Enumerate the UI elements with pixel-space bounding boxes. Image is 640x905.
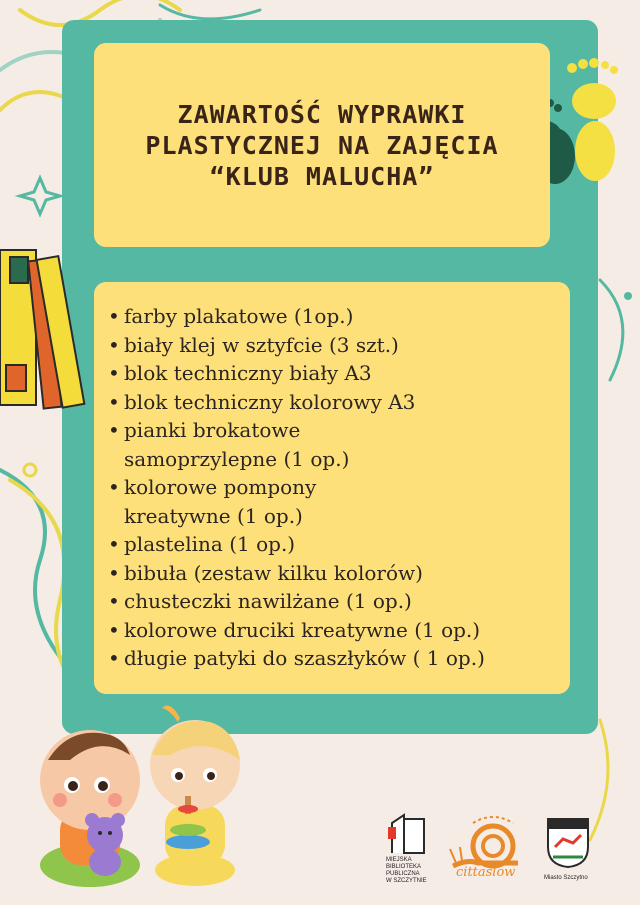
cittaslow-logo-text: cittaslow <box>456 865 516 880</box>
title-line: PLASTYCZNEJ NA ZAJĘCIA <box>145 130 499 160</box>
books-icon <box>0 245 90 410</box>
list-item: • farby plakatowe (1op.) <box>108 304 354 328</box>
title-box <box>94 43 550 247</box>
library-text-line: W SZCZYTNIE <box>386 878 427 884</box>
list-item: • kolorowe druciki kreatywne (1 op.) <box>108 617 481 642</box>
item-text: długie patyki do szaszłyków ( 1 op.) <box>124 646 485 670</box>
supplies-list <box>94 282 570 673</box>
list-item: • bibuła (zestaw kilku kolorów) <box>108 560 423 585</box>
item-text: farby plakatowe (1op.) <box>124 304 354 328</box>
list-item: • chusteczki nawilżane (1 op.) <box>108 589 412 613</box>
list-item: • kolorowe pompony kreatywne (1 op.) <box>108 475 317 528</box>
sparkle-icon <box>20 178 60 214</box>
item-text: biały klej w sztyfcie (3 szt.) <box>124 332 399 357</box>
library-text-line: PUBLICZNA <box>386 871 420 877</box>
item-text: blok techniczny kolorowy A3 <box>124 389 416 414</box>
item-text: bibuła (zestaw kilku kolorów) <box>124 560 423 585</box>
partner-logos <box>370 805 610 895</box>
library-text-line: MIEJSKA <box>386 857 412 863</box>
list-item: • plastelina (1 op.) <box>108 532 296 556</box>
item-text: pianki brokatowe samoprzylepne (1 op.) <box>124 418 350 471</box>
list-item: • blok techniczny biały A3 <box>108 361 372 385</box>
item-text: kolorowe pompony kreatywne (1 op.) <box>124 475 317 528</box>
library-logo-text <box>386 857 427 885</box>
library-text-line: BIBLIOTEKA <box>386 864 422 870</box>
supplies-box <box>94 282 570 694</box>
list-item: • pianki brokatowe samoprzylepne (1 op.) <box>108 418 350 471</box>
city-logo-text: Miasto Szczytno <box>544 875 588 881</box>
item-text: kolorowe druciki kreatywne (1 op.) <box>124 617 481 642</box>
city-crest-icon <box>545 813 591 869</box>
squiggle-line <box>0 92 70 110</box>
children-illustration <box>30 700 260 890</box>
cittaslow-snail-icon <box>448 811 528 871</box>
title-line: ZAWARTOŚĆ WYPRAWKI <box>177 99 467 129</box>
page-title <box>145 99 498 192</box>
ring-icon <box>24 464 36 476</box>
list-item: • blok techniczny kolorowy A3 <box>108 389 416 414</box>
dot-icon <box>624 292 632 300</box>
squiggle-line <box>600 280 623 380</box>
item-text: blok techniczny biały A3 <box>124 361 372 385</box>
list-item: • biały klej w sztyfcie (3 szt.) <box>108 332 399 357</box>
item-text: plastelina (1 op.) <box>124 532 296 556</box>
title-line: “KLUB MALUCHA” <box>209 161 435 191</box>
item-text: chusteczki nawilżane (1 op.) <box>124 589 412 613</box>
list-item: • długie patyki do szaszłyków ( 1 op.) <box>108 646 485 670</box>
library-logo-icon <box>382 805 432 855</box>
